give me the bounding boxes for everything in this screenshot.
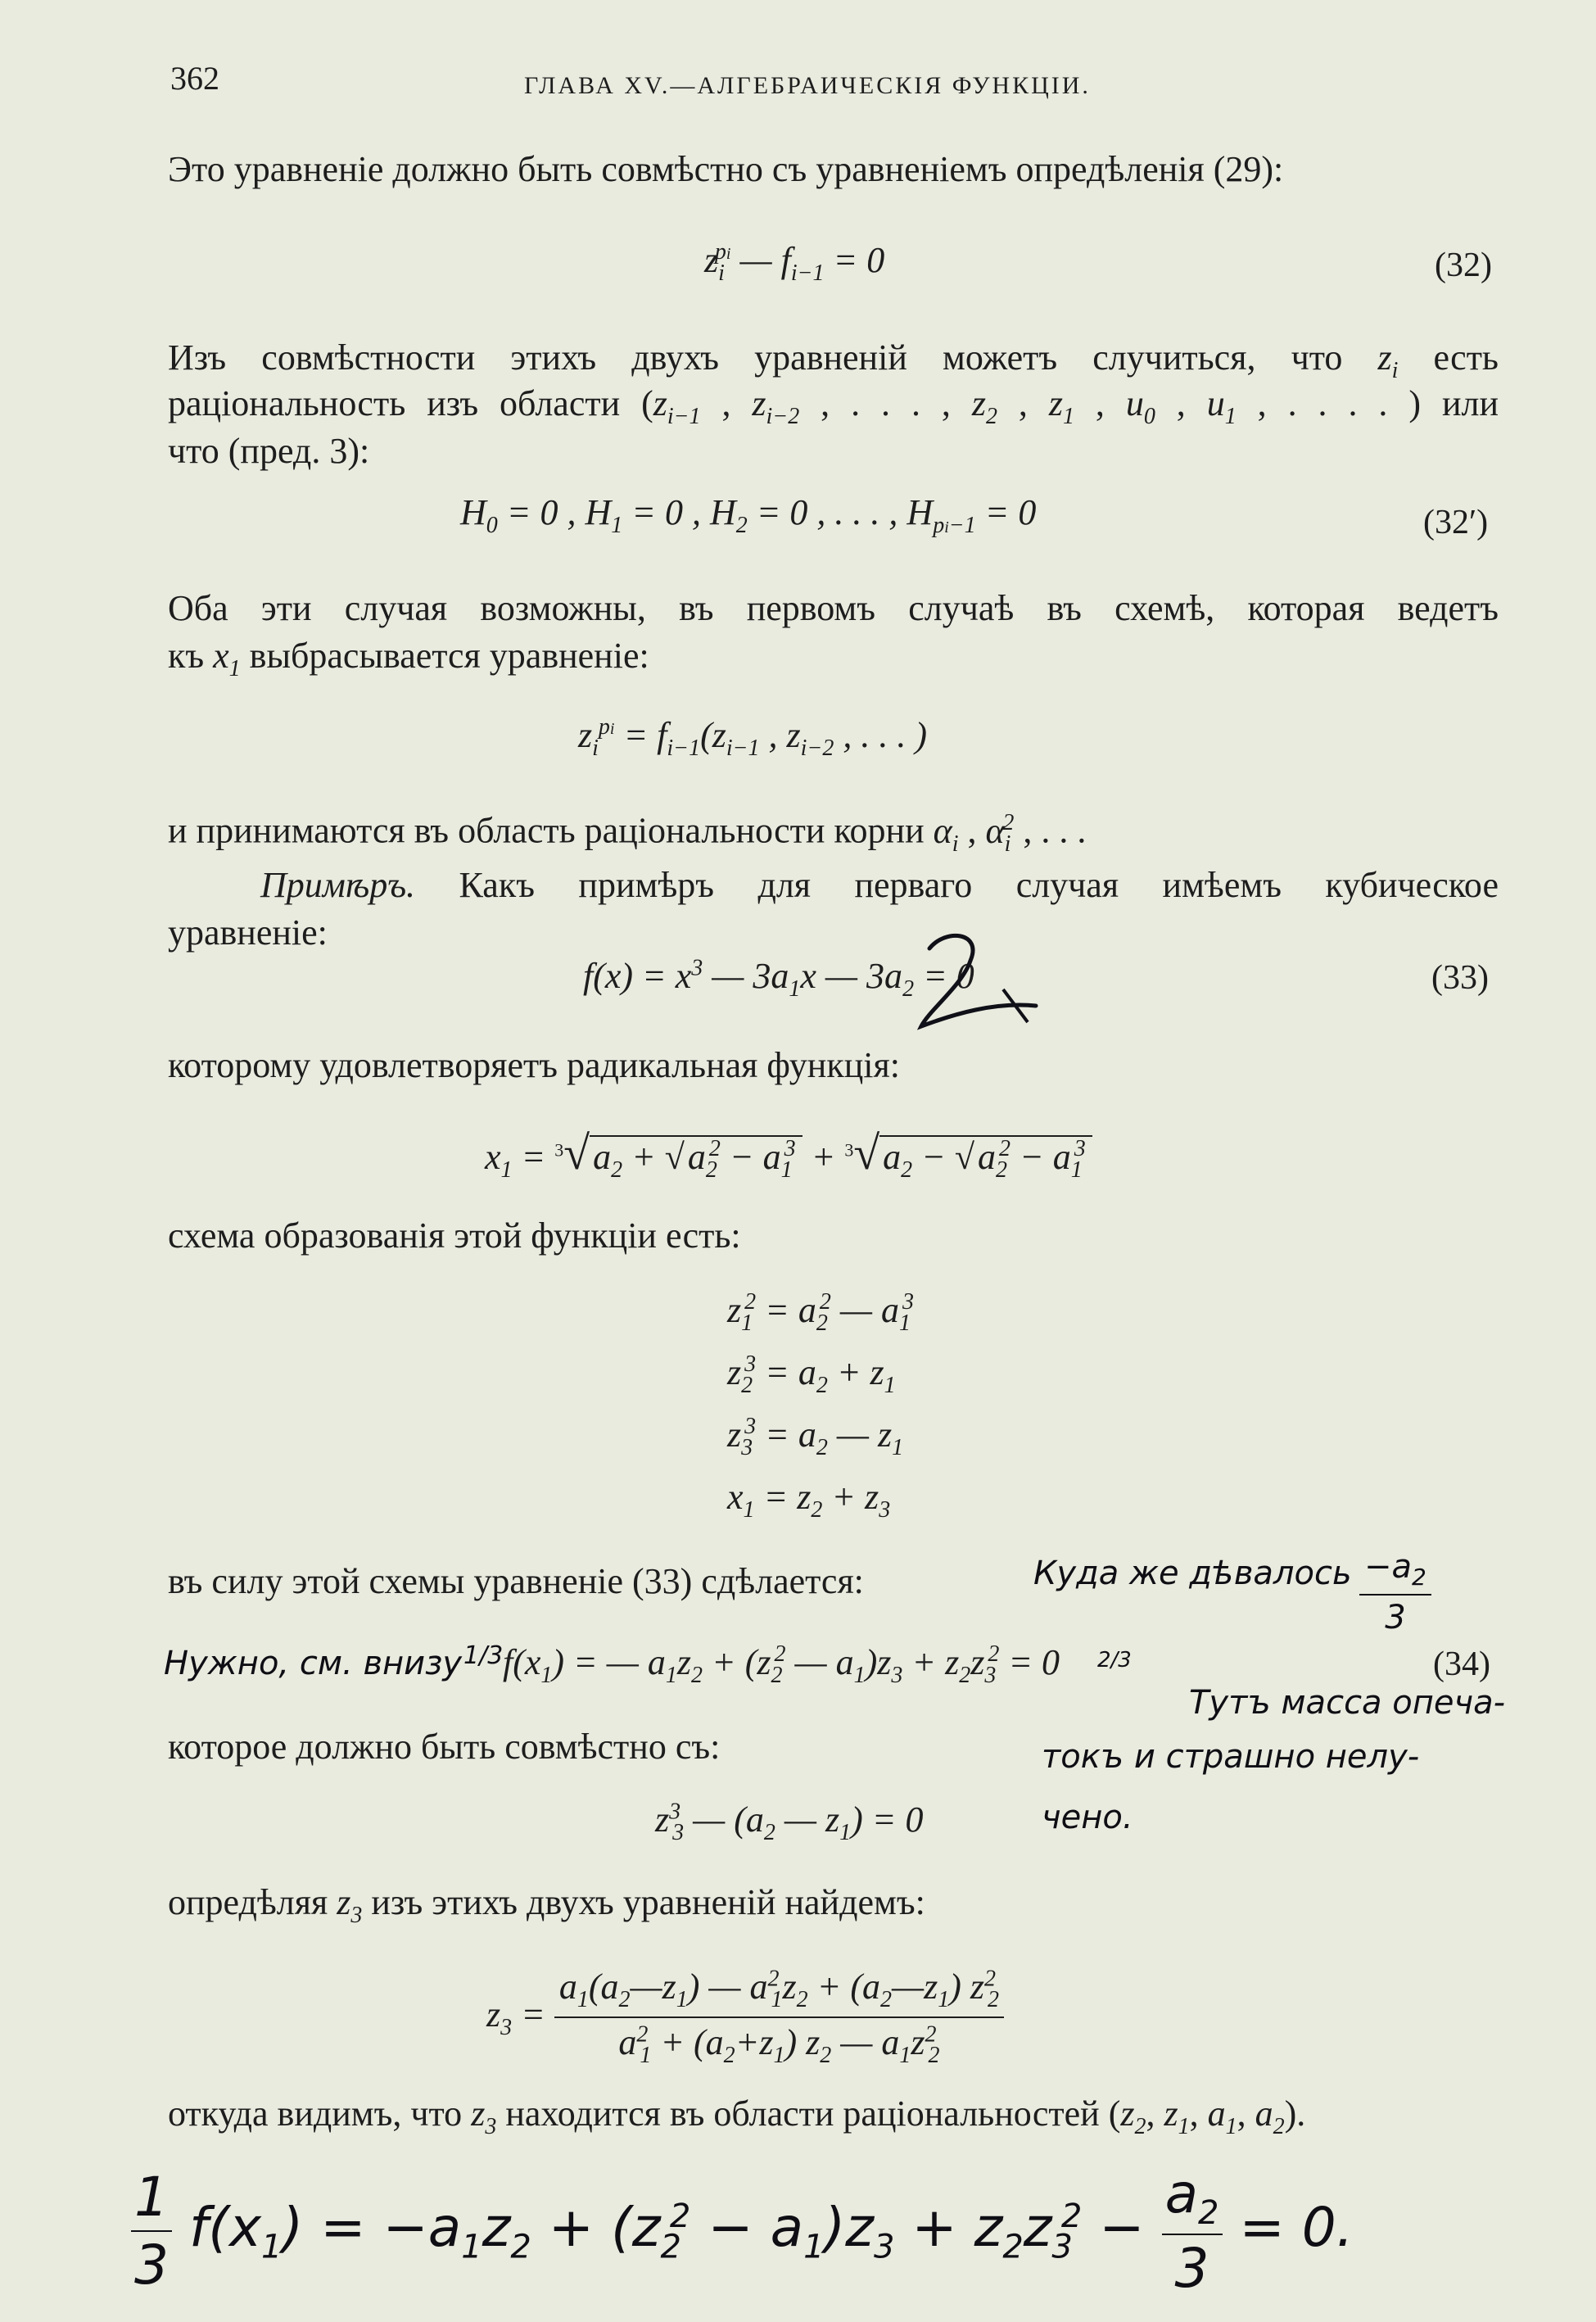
scheme-line-4: $x_1 = z_2 + z_3$ [727, 1477, 891, 1523]
scheme-line-2: $z_2^3 = a_2 + z_1$ [727, 1351, 896, 1398]
paragraph-5-text: Какъ примѣръ для перваго случая имѣемъ кубическое [459, 865, 1499, 905]
paragraph-4: и принимаются въ область раціональности корни $\alpha_i$ , $\alpha_i^2$ , . . . [168, 810, 1087, 857]
example-label: Примѣръ. [260, 865, 416, 905]
paragraph-3-line-1: Оба эти случая возможны, въ первомъ случаѣ въ схемѣ, которая ведетъ [168, 588, 1499, 628]
paragraph-2-line-2: раціональность изъ области ($z_{i-1}$ , $z_{i-2}$ , . . . , $z_2$ , $z_1$ , $u_0$ , $u_1$ , . . . . ) или [168, 383, 1499, 429]
equation-32-prime-number: (32′) [1423, 504, 1489, 541]
equation-32-number: (32) [1435, 247, 1492, 284]
handwritten-note-where: Куда же дѣвалось [1033, 1555, 1352, 1592]
paragraph-11: откуда видимъ, что $z_3$ находится въ области раціональностей ($z_2$, $z_1$, $a_1$, $a_2$). [168, 2093, 1306, 2139]
handwritten-note-fraction: $\frac{-a_2}{3}$ [1359, 1548, 1431, 1636]
equation-34: $f(x_1)$ = — $a_1z_2 + (z_2^2$ — $a_1)z_3 + z_2z_3^2 = 0$ [503, 1641, 1060, 1688]
paragraph-2-line-1: Изъ совмѣстности этихъ двухъ уравненій можетъ случиться, что $z_i$ есть [168, 337, 1499, 383]
paragraph-5-line-1 [260, 862, 1499, 909]
paragraph-2-line-3: что (пред. 3): [168, 431, 370, 471]
scheme-line-3: $z_3^3 = a_2$ — $z_1$ [727, 1414, 904, 1460]
equation-z3: $z^3_3$ — ($a_2$ — $z_1) = 0$ [655, 1799, 924, 1845]
handwritten-exponent-fix: 2/3 [1097, 1648, 1132, 1672]
paragraph-7: схема образованія этой функціи есть: [168, 1215, 741, 1256]
paragraph-8: въ силу этой схемы уравненіе (33) сдѣлается: [168, 1561, 864, 1601]
handwritten-note-line-2: токъ и страшно нелу- [1042, 1738, 1420, 1776]
scheme-line-1: $z_1^2 = a_2^2$ — $a_1^3$ [727, 1289, 914, 1336]
paragraph-6: которому удовлетворяетъ радикальная функція: [168, 1045, 900, 1085]
equation-33: $f(x) = x^3$ — $3a_1x$ — $3a_2 = 0$ [583, 955, 974, 1002]
equation-33-number: (33) [1431, 959, 1489, 997]
equation-32-prime: $H_0 = 0$ , $H_1 = 0$ , $H_2 = 0$ , . . . , $H_{pi-1} = 0$ [460, 492, 1037, 538]
equation-zi: $z_i^{pi} = f_{i-1}(z_{i-1}$ , $z_{i-2}$ , . . . ) [578, 714, 928, 761]
equation-32: $z_i^{pi}$ — $f_{i-1} = 0$ [704, 239, 885, 286]
handwritten-correction-2 [905, 924, 1044, 1039]
paragraph-9: которое должно быть совмѣстно съ: [168, 1727, 721, 1767]
equation-z3-fraction: $z_3$ = $\frac{a_1(a_2—z_1) — a^2_1z_2 + (a_2—z_1) z^2_2}{a^2_1 + (a_2+z_1) z_2 — a_1z^2_2}$ [486, 1966, 1004, 2069]
equation-34-number: (34) [1433, 1645, 1490, 1683]
running-title: ГЛАВА XV.—АЛГЕБРАИЧЕСКІЯ ФУНКЦІИ. [524, 72, 1091, 99]
handwritten-note-line-3: чено. [1042, 1799, 1133, 1836]
equation-x1: $x_1 = ^3√a_2 + √a_2^2 - a_1^3 + ^3√a_2 - √a_2^2 - a_1^3$ [485, 1125, 1092, 1184]
paragraph-3-line-2: къ $x_1$ выбрасывается уравненіе: [168, 636, 649, 681]
handwritten-note-line-1: Тутъ масса опеча- [1189, 1684, 1506, 1722]
paragraph-1: Это уравненіе должно быть совмѣстно съ уравненіемъ опредѣленія (29): [168, 149, 1284, 189]
handwritten-coefficient: 1/3 [463, 1641, 504, 1670]
paragraph-5-line-2: уравненіе: [168, 912, 328, 953]
handwritten-bottom-formula: $\frac{1}{3}$ $f(x_1) = -a_1z_2 + (z_2^2 - a_1)z_3 + z_2z_3^2$ − $\frac{a_2}{3}$ = 0. [131, 2162, 1354, 2300]
paragraph-10: опредѣляя $z_3$ изъ этихъ двухъ уравненій найдемъ: [168, 1882, 925, 1928]
handwritten-note-needed: Нужно, см. внизу [164, 1645, 463, 1682]
page-number: 362 [170, 60, 219, 97]
